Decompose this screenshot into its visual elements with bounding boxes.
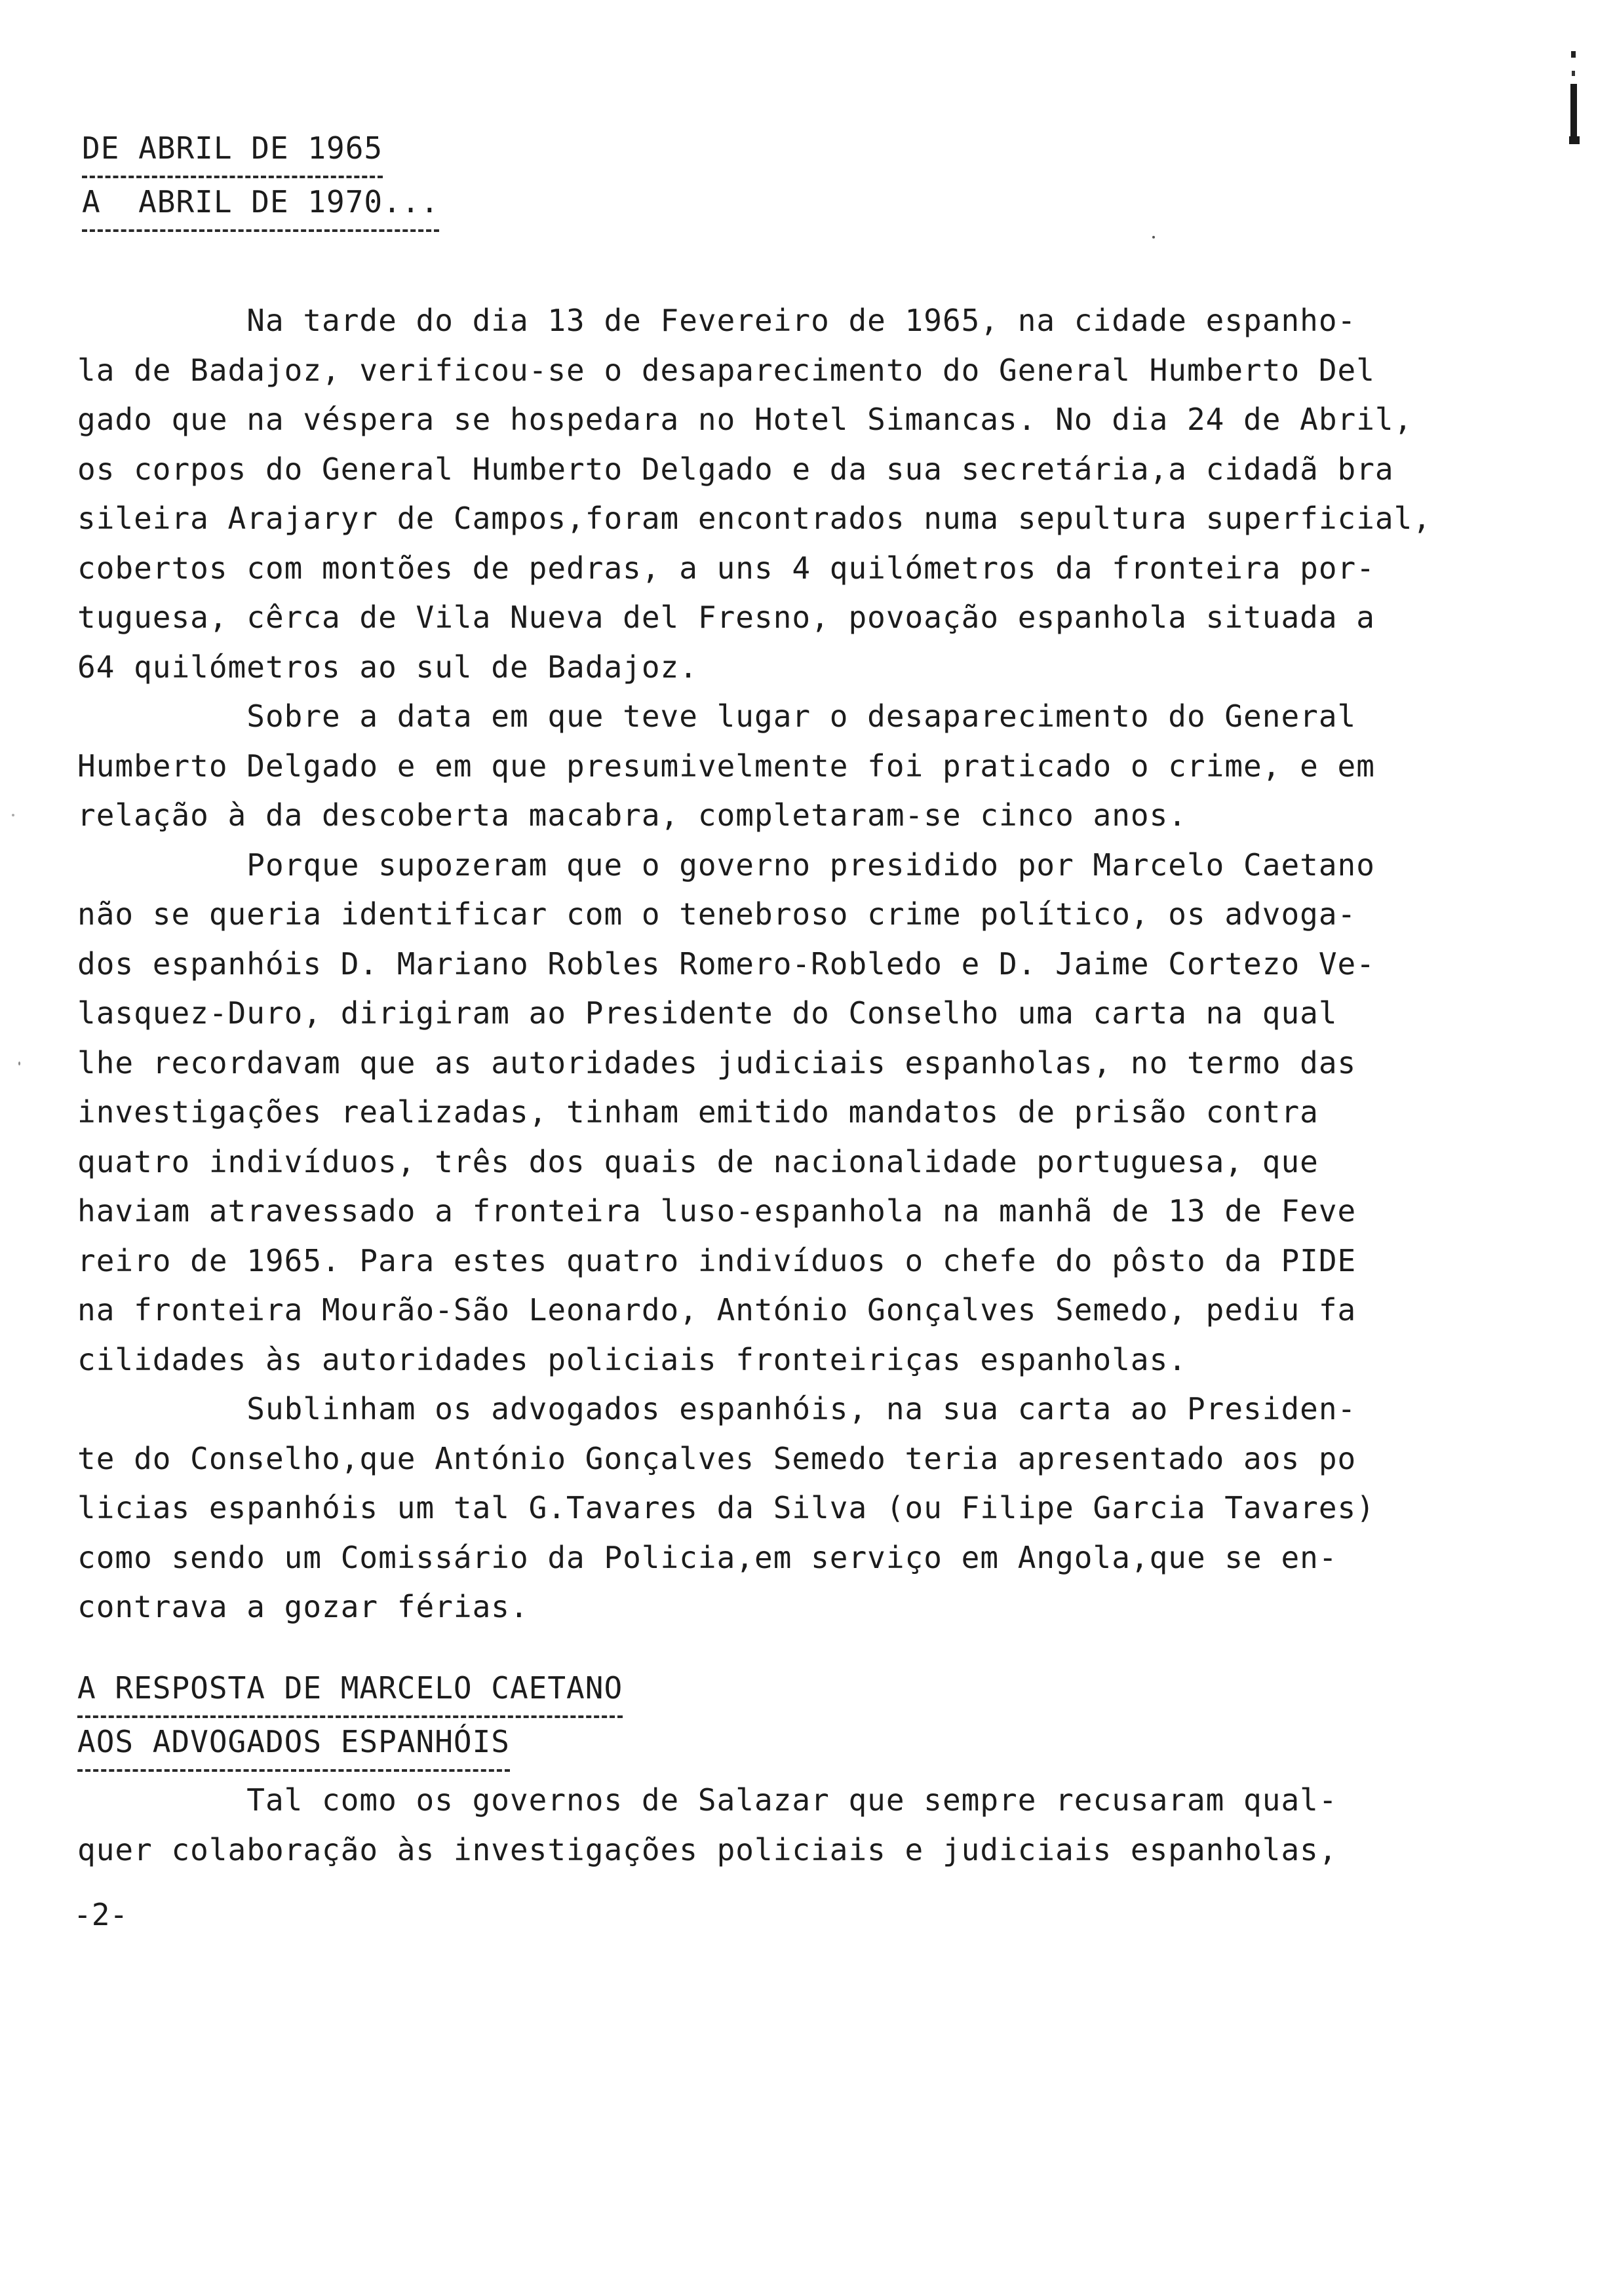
scan-speck bbox=[12, 814, 14, 816]
text-line: na fronteira Mourão-São Leonardo, António Gonçalves Semedo, pediu fa bbox=[77, 1292, 1357, 1328]
title-line-2: A ABRIL DE 1970... bbox=[82, 178, 439, 232]
margin-mark bbox=[1565, 51, 1581, 163]
text-line: relação à da descoberta macabra, completaram-se cinco anos. bbox=[77, 797, 1187, 833]
text-line: reiro de 1965. Para estes quatro indivíduos o chefe do pôsto da PIDE bbox=[77, 1242, 1357, 1278]
scan-speck bbox=[1152, 236, 1155, 239]
page-number: -2- bbox=[73, 1897, 128, 1932]
text-line: Na tarde do dia 13 de Fevereiro de 1965, na cidade espanho- bbox=[77, 303, 1357, 338]
body-text-block-1 bbox=[77, 296, 1467, 1632]
text-line: quer colaboração às investigações policiais e judiciais espanholas, bbox=[77, 1831, 1338, 1867]
text-line: te do Conselho,que António Gonçalves Semedo teria apresentado aos po bbox=[77, 1440, 1357, 1476]
text-line: lhe recordavam que as autoridades judiciais espanholas, no termo das bbox=[77, 1044, 1357, 1081]
text-line: gado que na véspera se hospedara no Hotel Simancas. No dia 24 de Abril, bbox=[77, 402, 1413, 437]
text-line: licias espanhóis um tal G.Tavares da Silva (ou Filipe Garcia Tavares) bbox=[77, 1490, 1375, 1525]
text-line: lasquez-Duro, dirigiram ao Presidente do Conselho uma carta na qual bbox=[77, 995, 1338, 1031]
text-line: haviam atravessado a fronteira luso-espanhola na manhã de 13 de Feve bbox=[77, 1193, 1357, 1229]
text-line: cobertos com montões de pedras, a uns 4 quilómetros da fronteira por- bbox=[77, 550, 1375, 586]
text-line: tuguesa, cêrca de Vila Nueva del Fresno, povoação espanhola situada a bbox=[77, 600, 1375, 635]
text-line: cilidades às autoridades policiais fronteiriças espanholas. bbox=[77, 1341, 1187, 1377]
text-line: Porque supozeram que o governo presidido por Marcelo Caetano bbox=[77, 847, 1375, 883]
text-line: Tal como os governos de Salazar que sempre recusaram qual- bbox=[77, 1782, 1338, 1818]
text-line: Humberto Delgado e em que presumivelmente foi praticado o crime, e em bbox=[77, 748, 1375, 784]
section-heading-line-1: A RESPOSTA DE MARCELO CAETANO bbox=[77, 1664, 623, 1718]
text-line: Sobre a data em que teve lugar o desaparecimento do General bbox=[77, 698, 1357, 734]
title-heading bbox=[82, 124, 439, 232]
text-line: como sendo um Comissário da Policia,em serviço em Angola,que se en- bbox=[77, 1539, 1338, 1575]
text-line: Sublinham os advogados espanhóis, na sua carta ao Presiden- bbox=[77, 1391, 1357, 1426]
scan-speck bbox=[18, 1062, 20, 1065]
text-line: investigações realizadas, tinham emitido mandatos de prisão contra bbox=[77, 1094, 1319, 1130]
text-line: quatro indivíduos, três dos quais de nacionalidade portuguesa, que bbox=[77, 1143, 1319, 1179]
text-line: dos espanhóis D. Mariano Robles Romero-Robledo e D. Jaime Cortezo Ve- bbox=[77, 946, 1375, 982]
text-line: os corpos do General Humberto Delgado e da sua secretária,a cidadã bra bbox=[77, 451, 1394, 487]
text-line: la de Badajoz, verificou-se o desaparecimento do General Humberto Del bbox=[77, 352, 1375, 388]
text-line: não se queria identificar com o tenebroso crime político, os advoga- bbox=[77, 896, 1357, 932]
text-line: sileira Arajaryr de Campos,foram encontrados numa sepultura superficial, bbox=[77, 501, 1431, 536]
text-line: 64 quilómetros ao sul de Badajoz. bbox=[77, 649, 698, 685]
section-heading bbox=[77, 1664, 623, 1772]
title-line-1: DE ABRIL DE 1965 bbox=[82, 124, 383, 178]
text-line: contrava a gozar férias. bbox=[77, 1589, 529, 1624]
section-heading-line-2: AOS ADVOGADOS ESPANHÓIS bbox=[77, 1718, 510, 1772]
body-text-block-2 bbox=[77, 1776, 1467, 1875]
